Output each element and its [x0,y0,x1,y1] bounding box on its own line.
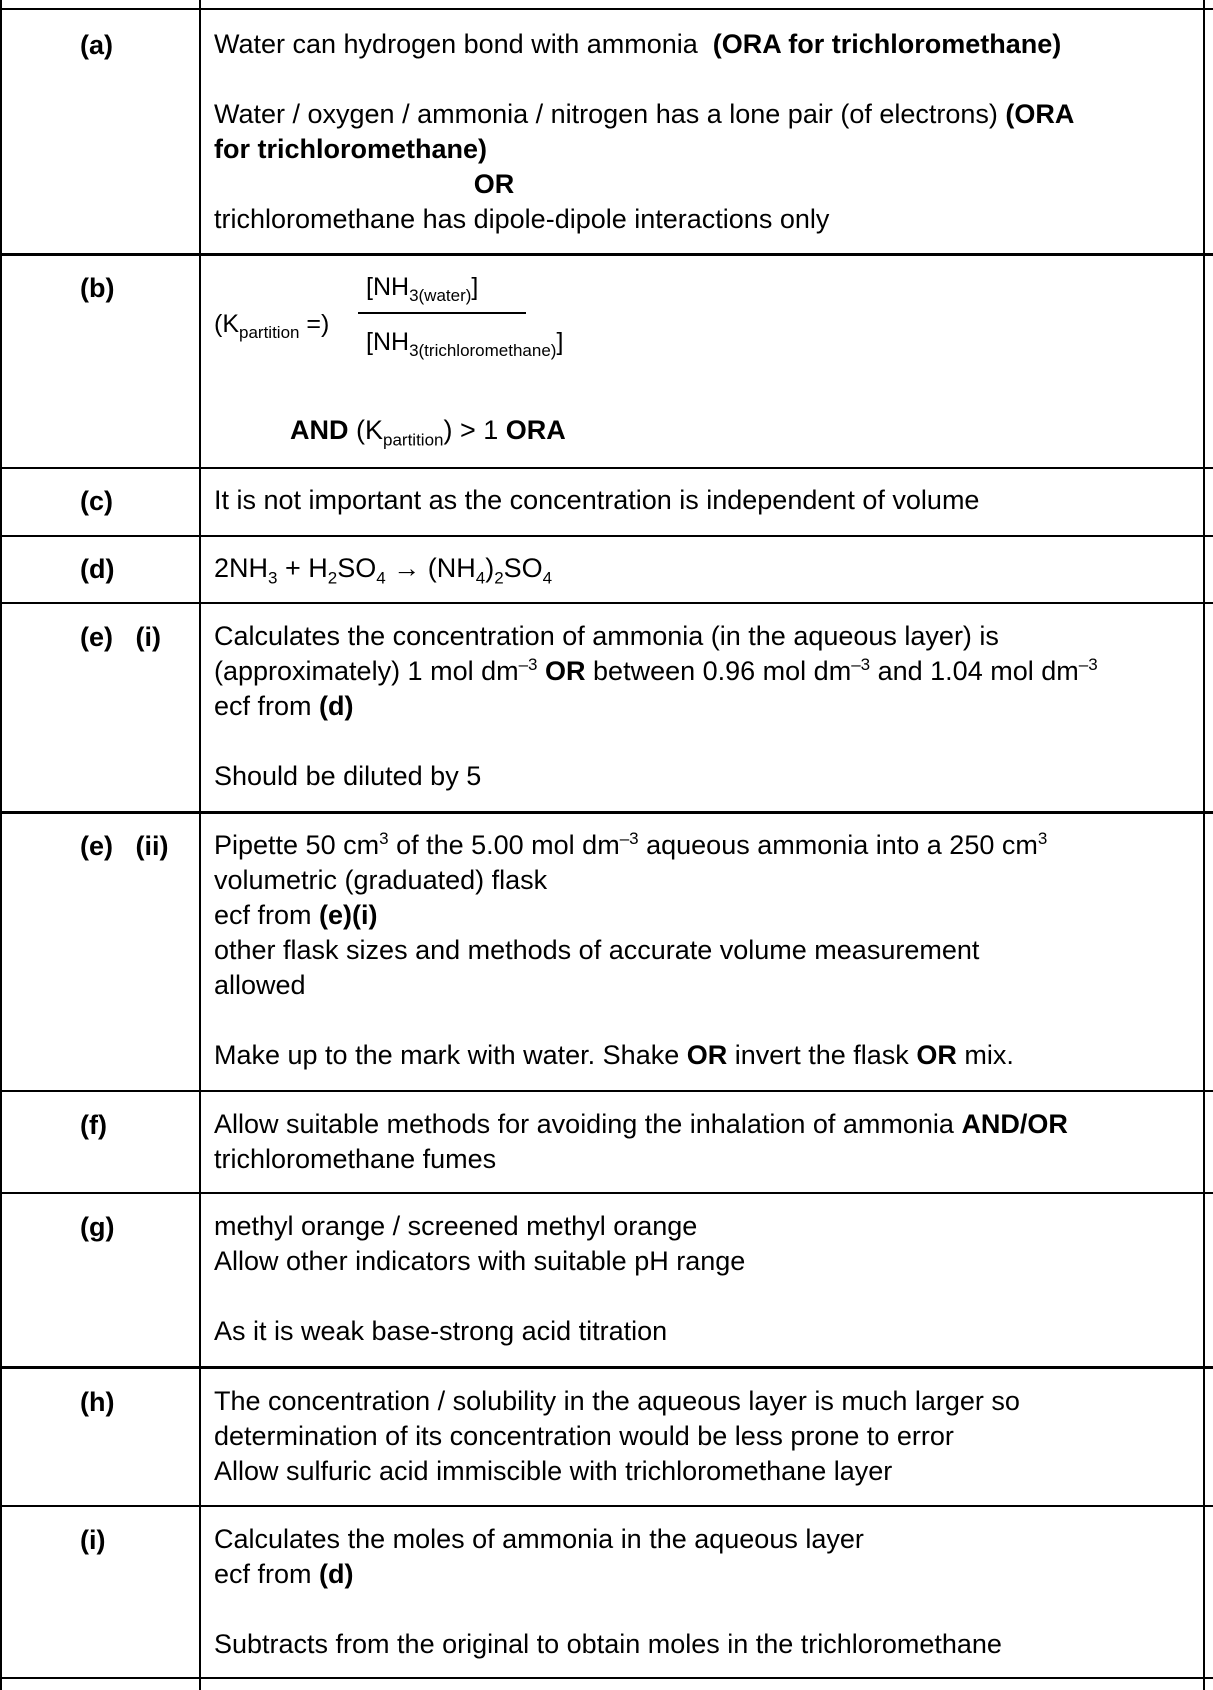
answer-text: Calculates the moles of ammonia in the aqueous layer [214,1524,864,1554]
row-divider [0,467,1213,469]
fraction-bar [358,312,526,314]
answer-text: Make up to the mark with water. Shake OR invert the flask OR mix. [214,1040,1014,1070]
partition-fraction [366,271,563,358]
row-divider [0,253,1213,256]
answer-text: Should be diluted by 5 [214,761,482,791]
answer-f [214,1107,1204,1177]
answer-text: (ORA [1005,99,1075,129]
answer-text: determination of its concentration would be less prone to error [214,1421,954,1451]
answer-text: (ORA for trichloromethane) [712,29,1062,59]
answer-text: trichloromethane has dipole-dipole interactions only [214,204,830,234]
answer-h [214,1384,1204,1489]
row-divider [0,602,1213,604]
answer-i [214,1522,1204,1662]
or-keyword: OR [473,169,515,199]
row-divider [0,535,1213,537]
question-label-g: (g) [80,1212,115,1242]
answer-text: volumetric (graduated) flask [214,865,548,895]
answer-text: ecf from (e)(i) [214,900,378,930]
answer-text: ecf from (d) [214,691,354,721]
answer-text: ($K_{partition}$ =) [214,310,330,342]
row-divider [0,1366,1213,1369]
answer-text: for trichloromethane) [214,134,488,164]
row-divider [0,8,1213,10]
answer-text: Water / oxygen / ammonia / nitrogen has a lone pair (of electrons) [214,99,998,129]
partition-condition: AND $(K_{partition}) > 1$ ORA [290,415,566,450]
question-label-b: (b) [80,273,115,303]
chemical-equation: $2NH_3 + H_2SO_4 \to (NH_4)_2SO_4$ [214,553,553,588]
row-divider [0,1505,1213,1507]
answer-text: Water can hydrogen bond with ammonia [214,29,698,59]
answer-text: Allow sulfuric acid immiscible with trichloromethane layer [214,1456,893,1486]
answer-text: Allow other indicators with suitable pH range [214,1246,746,1276]
fraction-numerator: $[NH_{3(water)}]$ [366,273,479,305]
answer-text: The concentration / solubility in the aqueous layer is much larger so [214,1386,1020,1416]
answer-text: It is not important as the concentration is independent of volume [214,485,980,515]
row-divider [0,1192,1213,1194]
answer-text: allowed [214,970,306,1000]
fraction-denominator: $[NH_{3(trichloromethane)}]$ [366,328,564,360]
answer-e-ii [214,828,1204,1073]
answer-text: As it is weak base-strong acid titration [214,1316,668,1346]
answer-c [214,483,1204,518]
answer-text: Subtracts from the original to obtain moles in the trichloromethane [214,1629,1002,1659]
question-label-e-ii: (e) (ii) [80,831,169,861]
answer-text: Allow suitable methods for avoiding the inhalation of ammonia AND/OR [214,1109,1068,1139]
question-label-h: (h) [80,1387,115,1417]
answer-d [214,551,1204,586]
answer-text: Calculates the concentration of ammonia (in the aqueous layer) is [214,621,999,651]
answer-a [214,27,1204,237]
question-label-e-i: (e) (i) [80,622,161,652]
answer-g [214,1209,1204,1349]
answer-text: (approximately) 1 mol $dm^{-3}$ OR between 0.96 mol $dm^{-3}$ and 1.04 mol $dm^{-3}$ [214,655,1098,686]
question-label-a: (a) [80,30,113,60]
answer-text: other flask sizes and methods of accurate volume measurement [214,935,980,965]
answer-e-i [214,619,1204,794]
question-label-c: (c) [80,486,113,516]
answer-text: methyl orange / screened methyl orange [214,1211,698,1241]
answer-text: Pipette 50 $cm^3$ of the 5.00 mol $dm^{-3}$ aqueous ammonia into a 250 $cm^3$ [214,829,1048,860]
row-divider [0,1677,1213,1679]
answer-text: ecf from (d) [214,1559,354,1589]
question-label-d: (d) [80,554,115,584]
row-divider [0,1090,1213,1092]
question-label-f: (f) [80,1110,107,1140]
partition-expression [214,308,329,340]
question-label-i: (i) [80,1525,106,1555]
row-divider [0,811,1213,814]
answer-text: trichloromethane fumes [214,1144,497,1174]
